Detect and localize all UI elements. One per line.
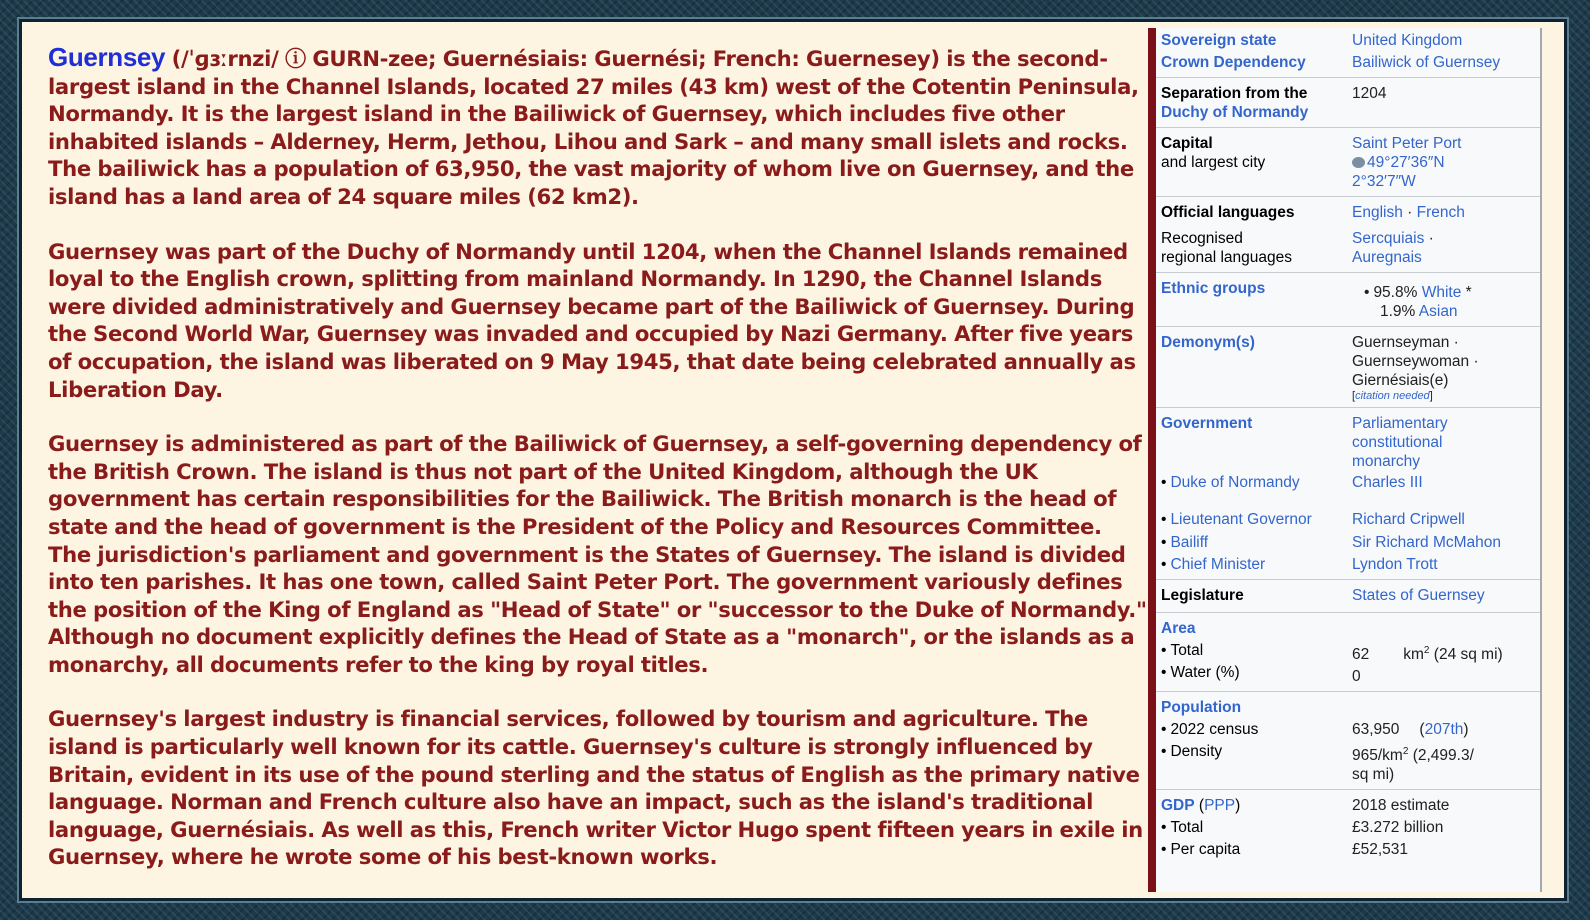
government-3[interactable]: monarchy [1352, 453, 1421, 470]
row-ethnic [1156, 273, 1540, 327]
sovereign-value[interactable]: United Kingdom [1352, 32, 1463, 49]
gdp-estimate: 2018 estimate [1352, 797, 1450, 815]
intro-text: (/ˈɡɜːrnzi/ ⓘ GURN-zee; Guernésiais: Guernési; French: Guernesey) is the second-largest island in the Channel Islands, located 27 miles (43 km) west of the Cotentin Peninsula, Normandy. It is the largest island in the Bailiwick of Guernsey, which includes five other inhabited islands – Alderney, Herm, Jethou, Lihou and Sark – and many small islets and rocks. The bailiwick has a population of 63,950, the vast majority of whom live on Guernsey, and the island has a land area of 24 square miles (62 km2). [48, 46, 1139, 209]
separation-value: 1204 [1352, 85, 1387, 102]
gdp-per-value: £52,531 [1352, 841, 1409, 859]
bullet-icon: • [1161, 556, 1167, 573]
density-label: Density [1170, 743, 1223, 761]
row-capital [1156, 128, 1540, 197]
globe-icon [1352, 157, 1365, 168]
bullet-icon: • [1364, 284, 1370, 301]
legislature-label: Legislature [1161, 587, 1244, 604]
row-government [1156, 408, 1540, 471]
ethnic-asian[interactable]: Asian [1418, 303, 1458, 320]
capital-label-2: and largest city [1161, 154, 1266, 171]
separation-label-2[interactable]: Duchy of Normandy [1161, 104, 1309, 121]
divider [1148, 28, 1156, 892]
density-rest-2: sq mi) [1352, 766, 1395, 784]
gdp-total-label: Total [1170, 819, 1204, 837]
bailiff-label[interactable]: Bailiff [1170, 534, 1209, 551]
duke-value[interactable]: Charles III [1352, 474, 1423, 491]
row-legislature [1156, 580, 1540, 613]
infobox [1156, 28, 1542, 892]
row-lt-governor [1156, 510, 1540, 529]
paragraph-economy: Guernsey's largest industry is financial services, followed by tourism and agriculture. The island is particularly well known for its cattle. Guernsey's culture is strongly influenced by Britain, evident in its use of the pound sterling and the status of English as the primary native language. Norman and French culture also have an impact, such as the island's traditional language, Guernésiais. As well as this, French writer Victor Hugo spent fifteen years in exile in Guernsey, where he wrote some of his best-known works. [48, 706, 1143, 870]
row-gdp: GDP (PPP) • Total • Per capita 2018 estimate £3.272 billion £52,531 [1156, 790, 1540, 859]
capital-coordinates[interactable] [1352, 153, 1540, 172]
bullet-icon: • [1161, 721, 1167, 739]
row-separation [1156, 78, 1540, 128]
regional-sep: · [1424, 230, 1434, 247]
demonym-1: Guernseyman · [1352, 334, 1459, 351]
demonym-label[interactable]: Demonym(s) [1161, 334, 1255, 351]
area-total-rest: (24 sq mi) [1429, 646, 1503, 664]
capital-value[interactable]: Saint Peter Port [1352, 135, 1462, 152]
row-languages [1156, 197, 1540, 273]
regional-label-1: Recognised [1161, 230, 1243, 247]
lang-sep: · [1402, 204, 1417, 221]
bailiff-value[interactable]: Sir Richard McMahon [1352, 534, 1502, 551]
density-rest: (2,499.3/ [1408, 747, 1474, 765]
water-label: Water (%) [1170, 664, 1240, 681]
article-title: Guernsey [48, 42, 166, 72]
bullet-icon: • [1161, 841, 1167, 859]
official-lang-label: Official languages [1161, 204, 1295, 221]
row-population: Population • 2022 census • Density 63,950 (207th) $965/km^2$ (2,499.3/ sq mi) [1156, 692, 1540, 790]
area-label[interactable]: Area [1161, 620, 1196, 637]
density-value: 965/km [1352, 747, 1403, 765]
citation-open: [ [1352, 390, 1356, 402]
bullet-icon: • [1161, 474, 1167, 491]
lt-governor-value[interactable]: Richard Cripwell [1352, 511, 1465, 528]
chief-minister-value[interactable]: Lyndon Trott [1352, 556, 1438, 573]
paragraph-intro [48, 44, 1148, 211]
lt-governor-label[interactable]: Lieutenant Governor [1170, 511, 1312, 528]
area-total-label: Total [1170, 642, 1204, 659]
area-total-value: 62 [1352, 646, 1370, 664]
lang-sercquiais[interactable]: Sercquiais [1352, 230, 1425, 247]
census-rank[interactable]: 207th [1424, 721, 1464, 739]
row-duke [1156, 471, 1540, 510]
citation-close: ] [1429, 390, 1433, 402]
ppp-link[interactable]: PPP [1204, 797, 1236, 815]
population-label[interactable]: Population [1161, 699, 1242, 717]
government-2[interactable]: constitutional [1352, 434, 1443, 451]
census-value: 63,950 [1352, 721, 1400, 739]
citation-needed-link[interactable]: citation needed [1355, 390, 1430, 402]
area-unit: km [1403, 646, 1424, 664]
bullet-icon: • [1161, 642, 1167, 659]
ethnic-star: * [1461, 284, 1472, 301]
row-chief-minister [1156, 552, 1540, 580]
ethnic-white[interactable]: White [1421, 284, 1462, 301]
density-sup: 2 [1402, 746, 1409, 758]
ethnic-white-pct: 95.8% [1373, 284, 1422, 301]
demonym-2: Guernseywoman · [1352, 353, 1479, 370]
water-value: 0 [1352, 668, 1361, 686]
paragraph-government: Guernsey is administered as part of the Bailiwick of Guernsey, a self-governing dependency of the British Crown. The island is thus not part of the United Kingdom, although the UK government has certain responsibilities for the Bailiwick. The British monarch is the head of state and the head of government is the President of the Policy and Resources Committee. The jurisdiction's parliament and government is the States of Guernsey. The island is divided into ten parishes. It has one town, called Saint Peter Port. The government variously defines the position of the King of England as "Head of State" or "successor to the Duke of Normandy." Although no document explicitly defines the Head of State as a "monarch", or the islands as a monarchy, all documents refer to the king by royal titles. [48, 431, 1147, 677]
crown-value[interactable]: Bailiwick of Guernsey [1352, 54, 1501, 71]
government-1[interactable]: Parliamentary [1352, 415, 1448, 432]
picture-frame [22, 22, 1564, 898]
regional-label-2: regional languages [1161, 249, 1292, 266]
capital-label-1: Capital [1161, 135, 1213, 152]
chief-minister-label[interactable]: Chief Minister [1170, 556, 1266, 573]
census-label: 2022 census [1170, 721, 1259, 739]
bullet-icon: • [1161, 664, 1167, 681]
separation-label-1: Separation from the [1161, 85, 1308, 102]
legislature-value[interactable]: States of Guernsey [1352, 587, 1485, 604]
bullet-icon: • [1161, 743, 1167, 761]
bullet-icon: • [1161, 534, 1167, 551]
row-demonym [1156, 327, 1540, 408]
coord-lon[interactable]: 2°32′7″W [1352, 173, 1416, 190]
coord-lat[interactable]: 49°27′36″N [1367, 154, 1445, 171]
gdp-label[interactable]: GDP [1161, 797, 1195, 815]
article-text [30, 28, 1148, 892]
area-unit-sup: 2 [1423, 645, 1430, 656]
demonym-3: Giernésiais(e) [1352, 372, 1449, 389]
paragraph-history: Guernsey was part of the Duchy of Normandy until 1204, when the Channel Islands remained loyal to the English crown, splitting from mainland Normandy. In 1290, the Channel Islands were divided administratively and Guernsey became part of the Bailiwick of Guernsey. During the Second World War, Guernsey was invaded and occupied by Nazi Germany. After five years of occupation, the island was liberated on 9 May 1945, that date being celebrated annually as Liberation Day. [48, 238, 1136, 402]
row-area [1156, 613, 1540, 692]
gdp-total-value: £3.272 billion [1352, 819, 1444, 837]
government-label[interactable]: Government [1161, 415, 1253, 432]
lang-english[interactable]: English [1352, 204, 1403, 221]
crown-label[interactable]: Crown Dependency [1161, 54, 1306, 71]
gdp-per-label: Per capita [1170, 841, 1241, 859]
row-sovereign [1156, 28, 1540, 78]
lang-french[interactable]: French [1416, 204, 1465, 221]
row-bailiff [1156, 529, 1540, 552]
bullet-icon: • [1161, 511, 1167, 528]
lang-auregnais[interactable]: Auregnais [1352, 249, 1422, 266]
duke-label[interactable]: Duke of Normandy [1170, 474, 1300, 491]
bullet-icon: • [1161, 819, 1167, 837]
ethnic-label[interactable]: Ethnic groups [1161, 280, 1266, 297]
sovereign-label[interactable]: Sovereign state [1161, 32, 1277, 49]
ethnic-asian-pct: 1.9% [1380, 303, 1419, 320]
